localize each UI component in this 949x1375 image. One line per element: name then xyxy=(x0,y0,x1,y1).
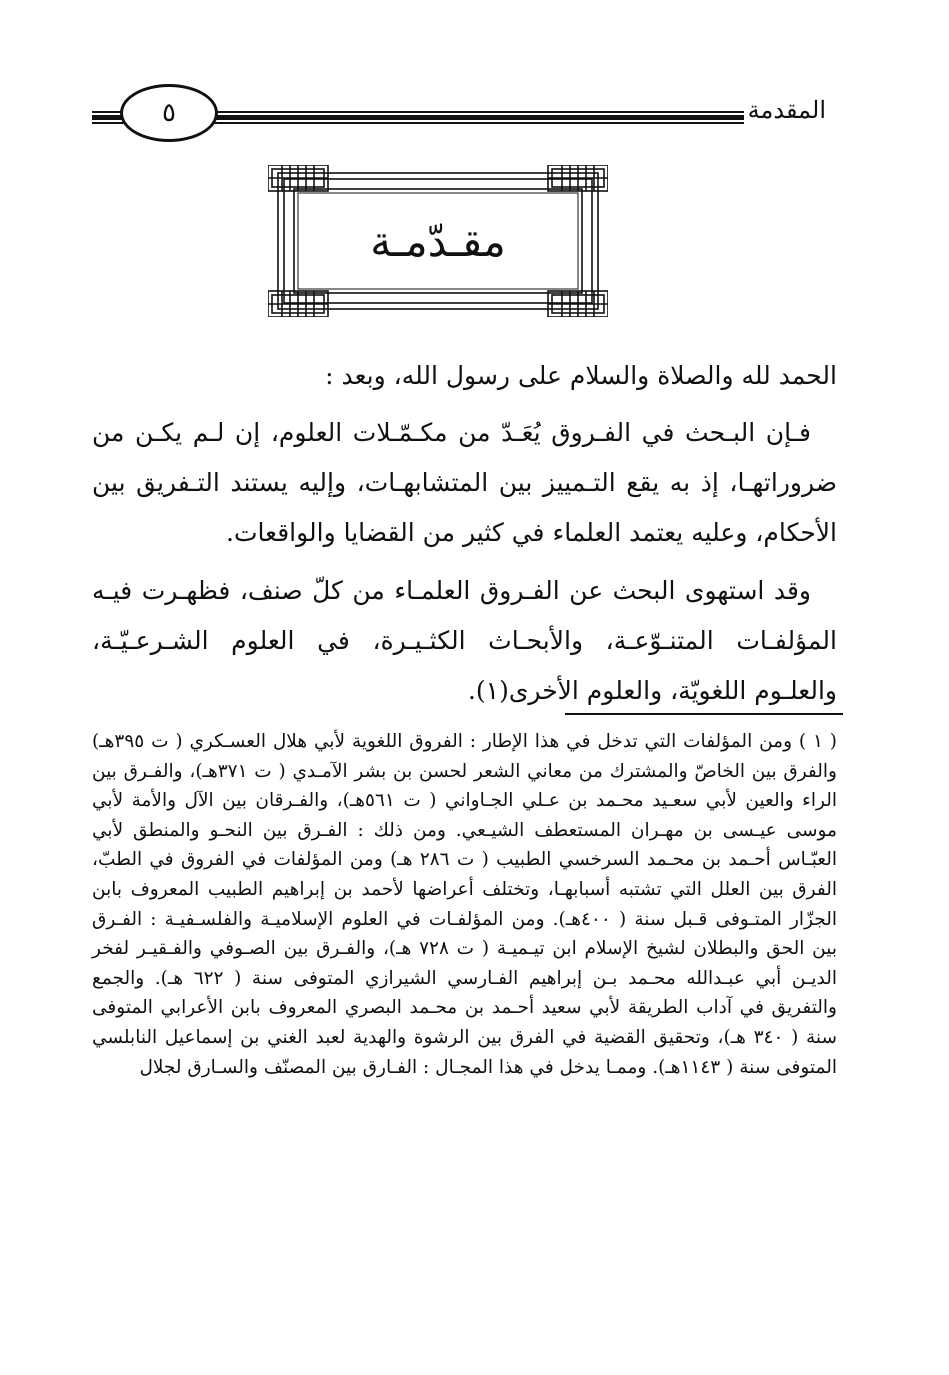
chapter-title: مقـدّمـة xyxy=(370,217,506,266)
page-header xyxy=(92,78,840,138)
paragraph: فـإن البـحث في الفـروق يُعَـدّ من مكـمّـلات العلوم، إن لـم يكـن من ضروراتهـا، إذ به يقع التـمييز بين المتشابهـات، وإليه يستند التـفريق بين الأحكام، وعليه يعتمد العلماء في كثير من القضايا والواقعات. xyxy=(92,418,837,547)
running-title: المقدمة xyxy=(744,96,830,124)
chapter-title-frame xyxy=(268,165,608,317)
intro-greeting: الحمد لله والصلاة والسلام على رسول الله، وبعد : xyxy=(325,361,837,390)
paragraph: وقد استهوى البحث عن الفـروق العلمـاء من كلّ صنف، فظهـرت فيـه المؤلفـات المتنـوّعـة، والأبحـاث الكثـيـرة، في العلوم الشـرعـيّـة، والعلـوم اللغويّة، والعلوم الأخرى(١). xyxy=(92,576,837,705)
footnote-text: ( ١ ) ومن المؤلفات التي تدخل في هذا الإطار : الفروق اللغوية لأبي هلال العسـكري ( ت ٣٩٥هـ) والفرق بين الخاصّ والمشترك من معاني الشعر لحسن بن بشر الآمـدي ( ت ٣٧١هـ)، والفـرق بين الراء والعين لأبي سعـيد محـمد بن عـلي الجـاواني ( ت ٥٦١هـ)، والفـرقان بين الآل والأمة لأبي موسى عيـسى بن مهـران المستعطف الشيـعي. ومن ذلك : الفـرق بين النحـو والمنطق لأبي العبّـاس أحـمد بن محـمد السرخسي الطبيب ( ت ٢٨٦ هـ) ومن المؤلفات في الفروق في الطبّ، الفرق بين العلل التي تشتبه أسبابهـا، وتختلف أعراضها لأحمد بن إبراهيم الطبيب المعروف بابن الجزّار المتـوفى قـبل سنة ( ٤٠٠هـ). ومن المؤلفـات في العلوم الإسلاميـة والفلسـفيـة : الفـرق بين الحق والبطلان لشيخ الإسلام ابن تيـميـة ( ت ٧٢٨ هـ)، والفـرق بين الصـوفي والفـقيـر لفخر الديـن أبي عبـدالله محـمد بـن إبراهيم الفـارسي الشيرازي المتوفى سنة ( ٦٢٢ هـ). والجمع والتفريق في آداب الطريقة لأبي سعيد أحـمد بن محـمد البصري المعروف بابن الأعرابي المتوفى سنة ( ٣٤٠ هـ)، وتحقيق القضية في الفرق بين الرشوة والهدية لعبد الغني بن إسماعيل النابلسي المتوفى سنة ( ١١٤٣هـ). وممـا يدخل في هذا المجـال : الفـارق بين المصنّف والسـارق لجلال xyxy=(92,731,837,1078)
page-number: ٥ xyxy=(162,98,176,128)
footnote-separator xyxy=(565,713,843,715)
page-number-oval xyxy=(120,84,218,142)
footnote xyxy=(92,727,837,1082)
